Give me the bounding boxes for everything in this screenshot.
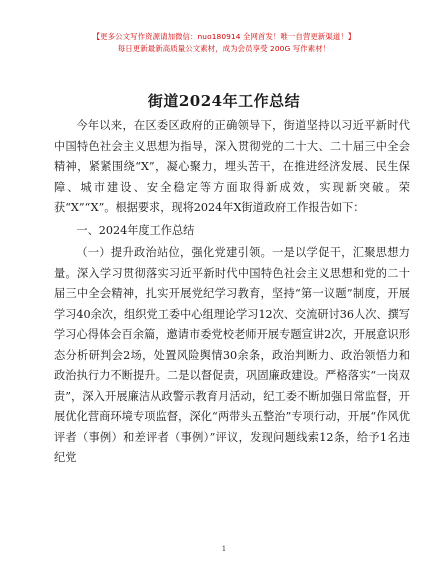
intro-paragraph: 今年以来，在区委区政府的正确领导下，街道坚持以习近平新时代中国特色社会主义思想为指导，深入贯彻党的二十大、二十届三中全会精神，紧紧围绕“X”，凝心聚力，埋头苦干，在推进经济发展、民生保障、城市建设、安全稳定等方面取得新成效，实现新突破。荣获“X”“X”。根据要求，现将2024年X街道政府工作报告如下： <box>54 119 410 214</box>
body-paragraph: （一）提升政治站位，强化党建引领。一是以学促干，汇聚思想力量。深入学习贯彻落实习近平新时代中国特色社会主义思想和党的二十届三中全会精神，扎实开展党纪学习教育，坚持“第一议题”制度，开展学习40余次，组织党工委中心组理论学习12次、交流研讨36人次、撰写学习心得体会百余篇，邀请市委党校老师开展专题宣讲2次，开展意识形态分析研判会2场，处置风险舆情30余条，政治判断力、政治领悟力和政治执行力不断提升。二是以督促责，巩固廉政建设。严格落实“一岗双责”，深入开展廉洁从政警示教育月活动，纪工委不断加强日常监督，开展优化营商环境专项监督，深化“两带头五整治”专项行动，开展“作风优评者（事例）和差评者（事例）”评议，发现问题线索12条，给予1名违纪党 <box>54 246 410 464</box>
promo-banner-line-2: 每日更新最新高质量公文素材，成为会员享受 200G 写作素材！ <box>117 44 331 53</box>
document-title: 街道2024年工作总结 <box>147 92 301 110</box>
section-heading: 一、2024年度工作总结 <box>76 223 195 237</box>
page-number: 1 <box>221 545 227 553</box>
promo-banner-line-1: 【更多公文写作资源请加微信：nuo180914 全网首发！唯一自营更新渠道！】 <box>92 32 356 41</box>
document-body <box>54 116 410 469</box>
